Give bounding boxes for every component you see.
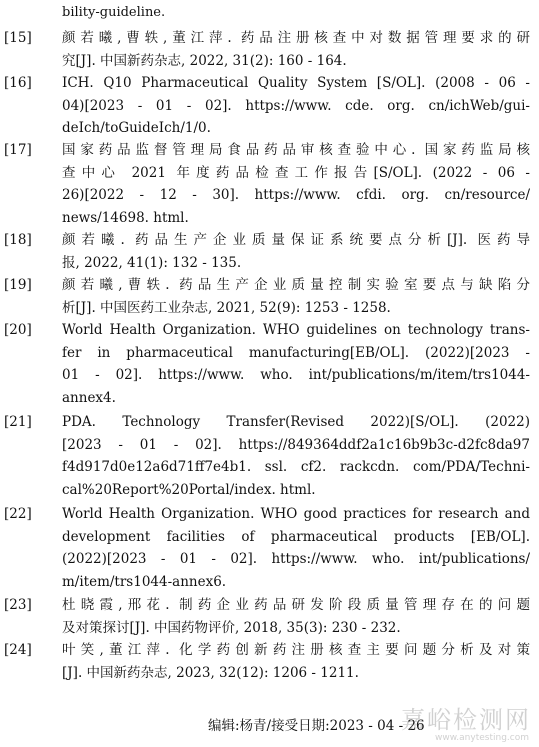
reference-line: 颜若曦,曹轶. 药品生产企业质量控制实验室要点与缺陷分	[62, 277, 530, 293]
reference-line: m/item/trs1044-annex6.	[62, 573, 227, 590]
reference-line: ICH. Q10 Pharmaceutical Quality System [S/OL]. (2008 - 06 -	[62, 75, 530, 91]
reference-number: [15]	[4, 30, 32, 46]
reference-line: 国家药品监督管理局食品药品审核查验中心. 国家药监局核	[62, 142, 530, 158]
reference-line: (2022)[2023 - 01 - 02]. https://www. who. int/publications/	[62, 551, 530, 567]
reference-line: development facilities of pharmaceutical products [EB/OL].	[62, 528, 530, 545]
reference-number: [21]	[4, 414, 32, 430]
reference-line: deIch/toGuideIch/1/0.	[62, 120, 211, 136]
reference-line: 杜晓霞,邢花. 制药企业药品研发阶段质量管理存在的问题	[62, 597, 530, 613]
reference-number: [22]	[4, 506, 32, 522]
watermark-logo-text: 嘉峪检测网	[401, 706, 531, 734]
reference-continuation-text: bility-guideline.	[62, 5, 166, 20]
reference-line: PDA. Technology Transfer(Revised 2022)[S/OL]. (2022)	[62, 414, 530, 430]
reference-line: 叶笑,董江萍. 化学药创新药注册核查主要问题分析及对策	[62, 642, 530, 658]
editor-footer: 编辑:杨青/接受日期:2023 - 04 - 26	[208, 718, 425, 734]
reference-line: 及对策探讨[J]. 中国药物评价, 2018, 35(3): 230 - 232.	[62, 619, 401, 636]
reference-line: 析[J]. 中国医药工业杂志, 2021, 52(9): 1253 - 1258.	[62, 299, 391, 316]
reference-line: fer in pharmaceutical manufacturing[EB/OL]. (2022)[2023 -	[62, 344, 530, 361]
reference-line: annex4.	[62, 389, 116, 406]
reference-line: news/14698. html.	[62, 209, 189, 226]
reference-line: 查中心 2021 年度药品检查工作报告[S/OL]. (2022 - 06 -	[62, 164, 530, 181]
reference-line: 颜若曦. 药品生产企业质量保证系统要点分析[J]. 医药导	[62, 232, 530, 248]
reference-line: cal%20Report%20Portal/index. html.	[62, 481, 316, 498]
reference-number: [18]	[4, 232, 32, 248]
reference-line: [2023 - 01 - 02]. https://849364ddf2a1c16b9b3c-d2fc8da97	[62, 436, 530, 453]
reference-line: 颜若曦,曹轶,董江萍. 药品注册核查中对数据管理要求的研	[62, 30, 530, 46]
reference-number: [23]	[4, 597, 32, 613]
reference-line: World Health Organization. WHO good practices for research and	[62, 506, 530, 522]
reference-number: [16]	[4, 75, 32, 91]
reference-line: 报, 2022, 41(1): 132 - 135.	[62, 254, 242, 271]
reference-line: World Health Organization. WHO guidelines on technology trans-	[62, 322, 530, 338]
reference-line: 26)[2022 - 12 - 30]. https://www. cfdi. org. cn/resource/	[62, 187, 530, 203]
reference-number: [17]	[4, 142, 32, 158]
reference-number: [19]	[4, 277, 32, 293]
reference-line: 01 - 02]. https://www. who. int/publications/m/item/trs1044-	[62, 367, 530, 383]
reference-line: f4d917d0e12a6d71ff7e4b1. ssl. cf2. rackcdn. com/PDA/Techni-	[62, 459, 530, 475]
reference-number: [20]	[4, 322, 32, 338]
reference-number: [24]	[4, 642, 32, 658]
reference-line: 04)[2023 - 01 - 02]. https://www. cde. org. cn/ichWeb/gui-	[62, 97, 530, 114]
watermark-url: www.anytesting.com	[435, 733, 529, 743]
reference-line: 究[J]. 中国新药杂志, 2022, 31(2): 160 - 164.	[62, 52, 347, 69]
reference-line: [J]. 中国新药杂志, 2023, 32(12): 1206 - 1211.	[62, 664, 359, 681]
